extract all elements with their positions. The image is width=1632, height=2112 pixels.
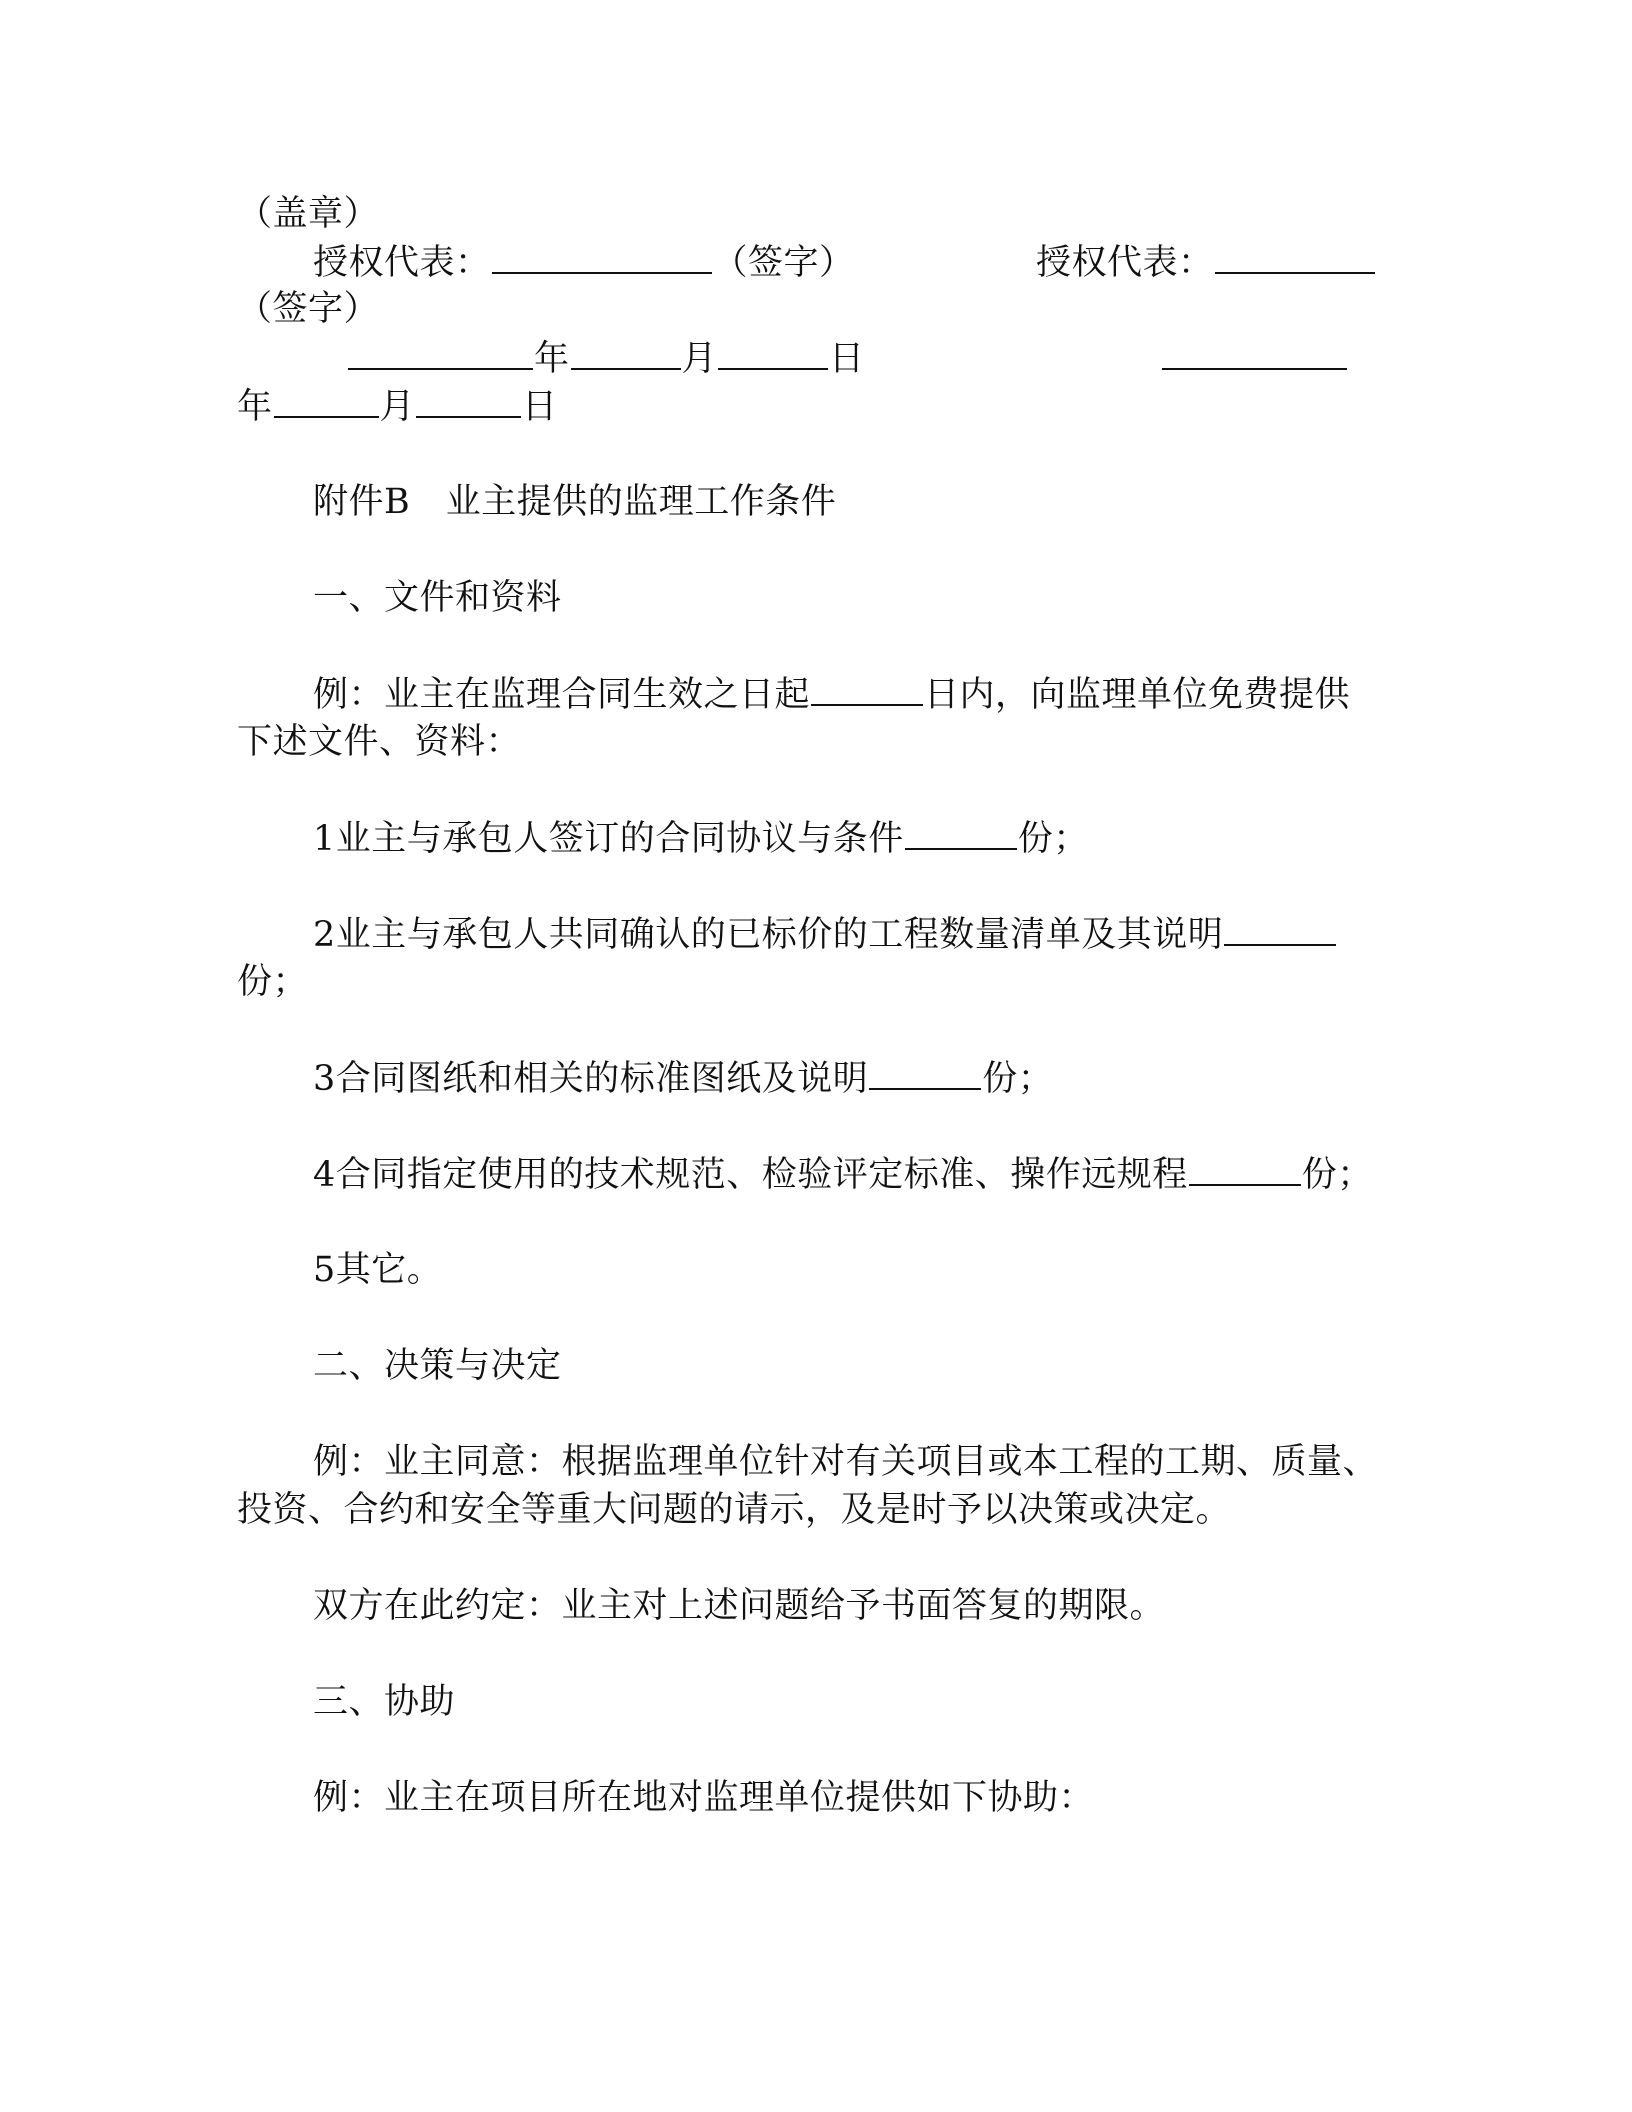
month-blank-left[interactable] (571, 334, 681, 370)
section1-item2: 2业主与承包人共同确认的已标价的工程数量清单及其说明 (313, 910, 1337, 959)
date-left: 年 月 日 (347, 334, 865, 383)
authorized-rep-left: 授权代表： （签字） (313, 238, 855, 287)
section2-para1-line1: 例：业主同意：根据监理单位针对有关项目或本工程的工期、质量、 (313, 1442, 1379, 1482)
section1-item3: 3合同图纸和相关的标准图纸及说明 份； (313, 1054, 1053, 1103)
days-blank[interactable] (811, 670, 923, 706)
section1-item1: 1业主与承包人签订的合同协议与条件 份； (313, 814, 1089, 863)
year-blank-left[interactable] (348, 334, 533, 370)
section3-heading: 三、协助 (313, 1682, 456, 1722)
section1-item2-line2: 份； (237, 962, 309, 1002)
date-right: 年 月 日 (237, 382, 558, 431)
day-blank-right[interactable] (416, 382, 521, 418)
sign-note-right: （签字） (237, 289, 380, 329)
section1-item4: 4合同指定使用的技术规范、检验评定标准、操作远规程 份； (313, 1150, 1373, 1199)
authorized-rep-right: 授权代表： (1036, 238, 1376, 287)
copies-blank-2[interactable] (1224, 910, 1336, 946)
section3-para1: 例：业主在项目所在地对监理单位提供如下协助： (313, 1778, 1095, 1818)
date-right-year-blank (1161, 334, 1348, 383)
section1-heading: 一、文件和资料 (313, 578, 562, 618)
copies-blank-4[interactable] (1189, 1150, 1301, 1186)
month-blank-right[interactable] (274, 382, 379, 418)
section2-para1-line2: 投资、合约和安全等重大问题的请示，及是时予以决策或决定。 (237, 1490, 1232, 1530)
seal-note: （盖章） (237, 194, 380, 234)
section1-item5: 5其它。 (313, 1250, 443, 1290)
signature-blank-left[interactable] (492, 238, 712, 274)
signature-blank-right[interactable] (1215, 238, 1375, 274)
section2-heading: 二、决策与决定 (313, 1346, 562, 1386)
day-blank-left[interactable] (718, 334, 828, 370)
section2-para2: 双方在此约定：业主对上述问题给予书面答复的期限。 (313, 1586, 1166, 1626)
copies-blank-1[interactable] (905, 814, 1017, 850)
section1-intro: 例：业主在监理合同生效之日起 日内，向监理单位免费提供 (313, 670, 1350, 719)
annex-title: 附件B 业主提供的监理工作条件 (313, 482, 837, 522)
copies-blank-3[interactable] (869, 1054, 981, 1090)
year-blank-right[interactable] (1162, 334, 1347, 370)
section1-intro-line2: 下述文件、资料： (237, 722, 522, 762)
